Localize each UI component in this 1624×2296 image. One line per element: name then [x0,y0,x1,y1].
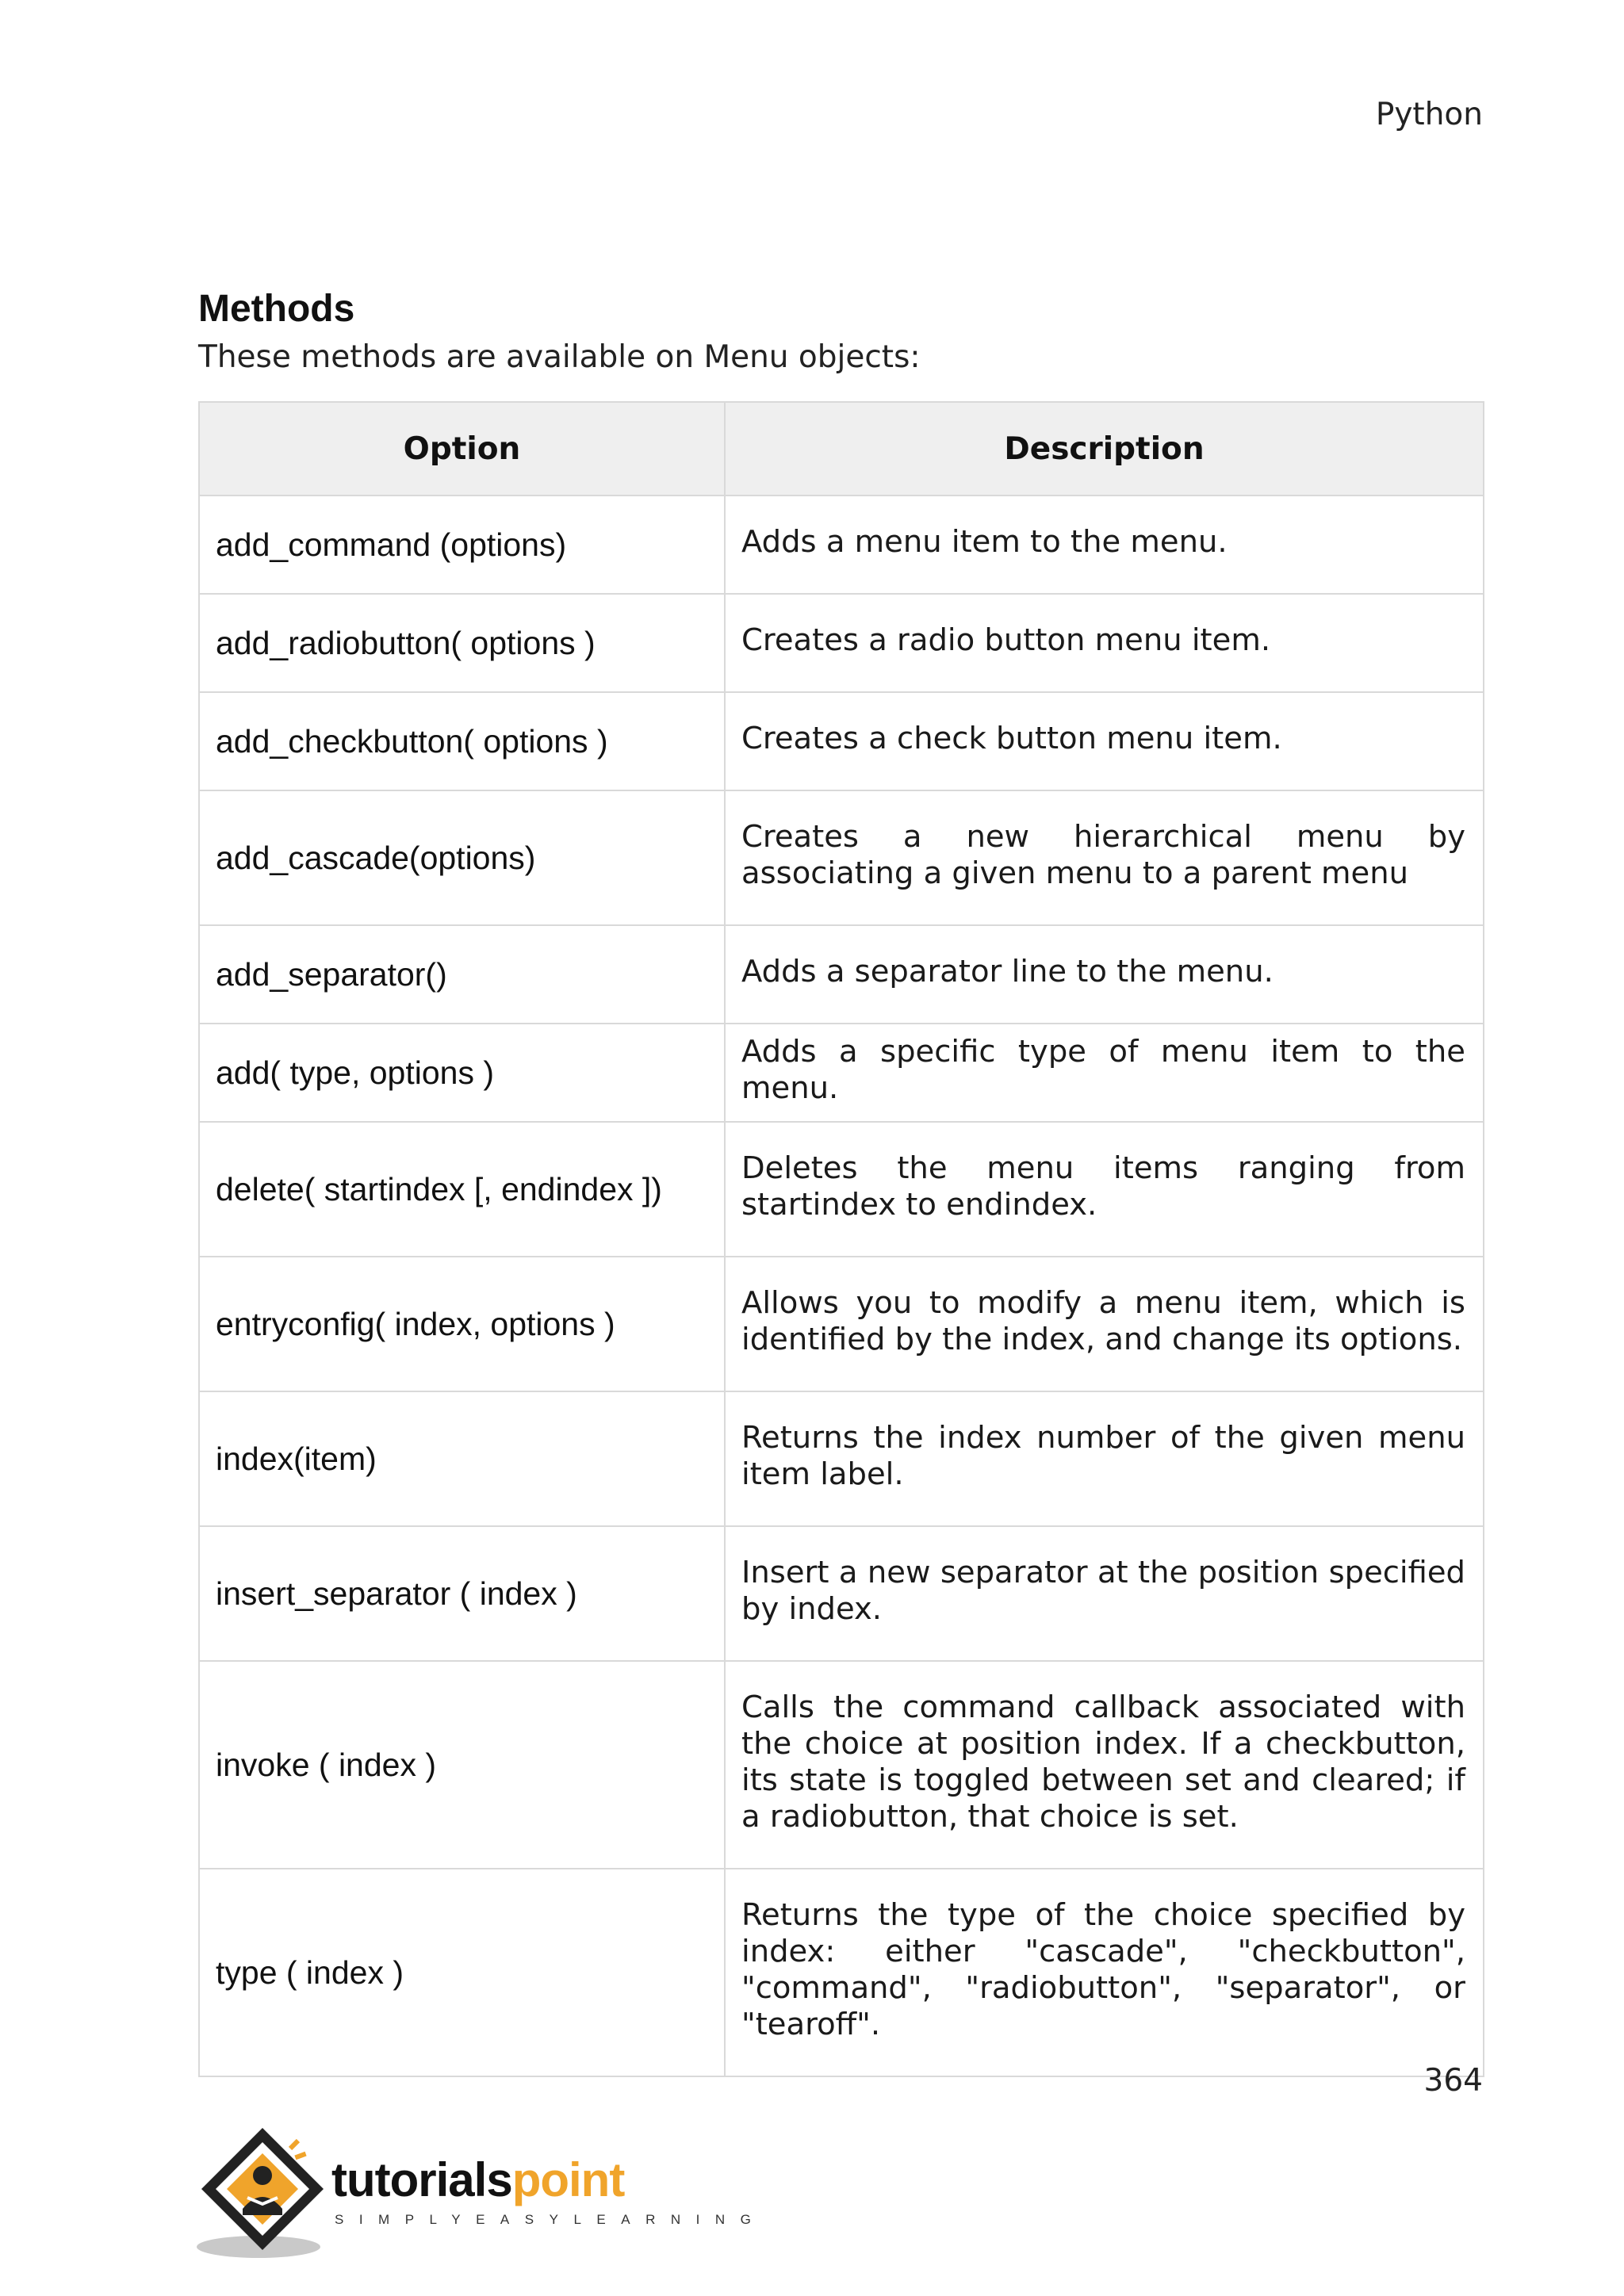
table-row [199,1661,1484,1869]
description-cell: Adds a specific type of menu item to the menu. [725,1024,1484,1122]
description-cell: Allows you to modify a menu item, which is identified by the index, and change its options. [725,1257,1484,1391]
table-header-row [199,402,1484,496]
logo-wordmark [331,2153,625,2206]
description-cell: Creates a radio button menu item. [725,594,1484,692]
option-cell: add_separator() [199,925,725,1024]
option-cell: entryconfig( index, options ) [199,1257,725,1391]
description-cell: Returns the index number of the given menu item label. [725,1391,1484,1526]
description-cell: Adds a menu item to the menu. [725,496,1484,594]
table-row [199,790,1484,925]
option-cell: add_checkbutton( options ) [199,692,725,790]
table-row [199,1391,1484,1526]
table-row [199,1024,1484,1122]
logo-diamond-icon [195,2122,346,2264]
description-cell: Deletes the menu items ranging from startindex to endindex. [725,1122,1484,1257]
logo-tagline: SIMPLYEASYLEARNING [335,2212,767,2227]
option-cell: add( type, options ) [199,1024,725,1122]
table-row [199,1526,1484,1661]
option-cell: add_radiobutton( options ) [199,594,725,692]
methods-table [198,401,1484,2077]
tutorialspoint-logo [195,2122,767,2264]
description-cell: Insert a new separator at the position specified by index. [725,1526,1484,1661]
description-cell: Returns the type of the choice specified by index: either "cascade", "checkbutton", "command", "radiobutton", "separator", or "tearoff". [725,1869,1484,2076]
option-cell: insert_separator ( index ) [199,1526,725,1661]
page-number: 364 [1423,2063,1483,2099]
option-cell: add_command (options) [199,496,725,594]
section-intro: These methods are available on Menu objects: [198,339,921,375]
column-header-option: Option [199,402,725,496]
description-cell: Adds a separator line to the menu. [725,925,1484,1024]
option-cell: index(item) [199,1391,725,1526]
table-row [199,594,1484,692]
option-cell: add_cascade(options) [199,790,725,925]
table-row [199,1257,1484,1391]
table-row [199,1869,1484,2076]
page-header-title: Python [1375,97,1483,132]
table-row [199,1122,1484,1257]
table-row [199,496,1484,594]
description-cell: Creates a check button menu item. [725,692,1484,790]
table-row [199,692,1484,790]
table-row [199,925,1484,1024]
column-header-description: Description [725,402,1484,496]
logo-word-point: point [511,2153,625,2206]
option-cell: invoke ( index ) [199,1661,725,1869]
option-cell: delete( startindex [, endindex ]) [199,1122,725,1257]
option-cell: type ( index ) [199,1869,725,2076]
description-cell: Creates a new hierarchical menu by associating a given menu to a parent menu [725,790,1484,925]
section-title: Methods [198,288,355,330]
description-cell: Calls the command callback associated with the choice at position index. If a checkbutton, its state is toggled between set and cleared; if a radiobutton, that choice is set. [725,1661,1484,1869]
logo-word-tutorials: tutorials [331,2153,512,2206]
